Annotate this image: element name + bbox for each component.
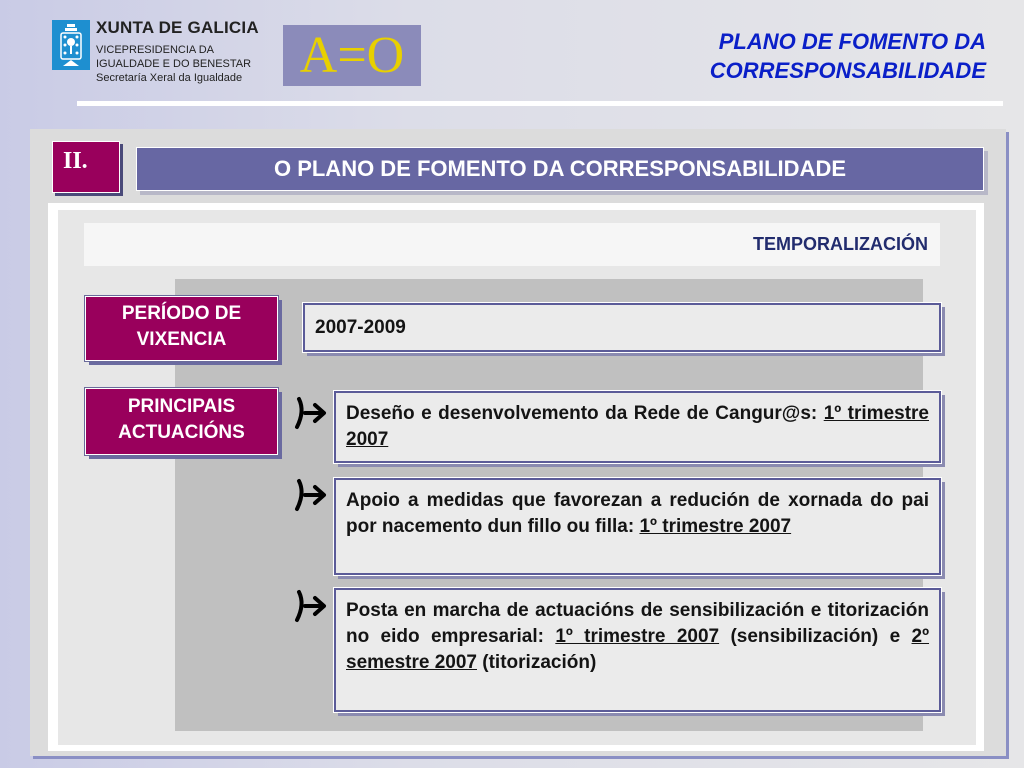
section-title: O PLANO DE FOMENTO DA CORRESPONSABILIDADE [136,147,984,191]
actuacion-2-text: Apoio a medidas que favorezan a redución de xornada do pai por nacemento dun fillo ou filla: [346,490,929,537]
periodo-label: PERÍODO DE VIXENCIA [85,296,278,361]
actuacion-3-end: (titorización) [482,652,597,673]
xunta-logo-icon [52,20,90,70]
logo-line-1: VICEPRESIDENCIA DA [96,44,214,56]
periodo-value: 2007-2009 [303,303,941,352]
arrow-right-icon [293,393,327,433]
arrow-right-icon [293,586,327,626]
page-title-line-2: CORRESPONSABILIDADE [709,58,986,83]
actuacion-3-date-1: 1º trimestre 2007 [555,626,720,647]
section-number-badge [52,141,120,193]
actuacion-3-mid: (sensibilización) e [730,626,901,647]
actuacion-2-date: 1º trimestre 2007 [639,516,792,537]
logo-title: XUNTA DE GALICIA [96,18,259,37]
actuacion-1-date: 1º trimestre 2007 [346,403,929,450]
logo-line-3: Secretaría Xeral da Igualdade [96,72,243,84]
header-divider [77,101,1003,106]
actuacion-1-text: Deseño e desenvolvemento da Rede de Cangur@s: [346,403,818,424]
page-title [710,27,986,85]
subtitle-bar [84,223,940,266]
actuacion-3-text: Posta en marcha de actuacións de sensibilización e titorización no eido empresarial: [346,600,929,647]
actuacion-item-2 [334,478,941,575]
ao-logo [283,25,421,86]
actuacions-label: PRINCIPAIS ACTUACIÓNS [85,388,278,455]
actuacion-item-3 [334,588,941,712]
actuacion-3-date-2: 2º semestre 2007 [346,626,930,673]
ao-logo-text: A=O [299,27,405,84]
subtitle: TEMPORALIZACIÓN [753,234,928,254]
logo-line-2: IGUALDADE E DO BENESTAR [96,58,252,70]
arrow-right-icon [293,475,327,515]
section-number: II. [63,148,88,174]
actuacion-item-1 [334,391,941,463]
page-title-line-1: PLANO DE FOMENTO DA [718,29,986,54]
